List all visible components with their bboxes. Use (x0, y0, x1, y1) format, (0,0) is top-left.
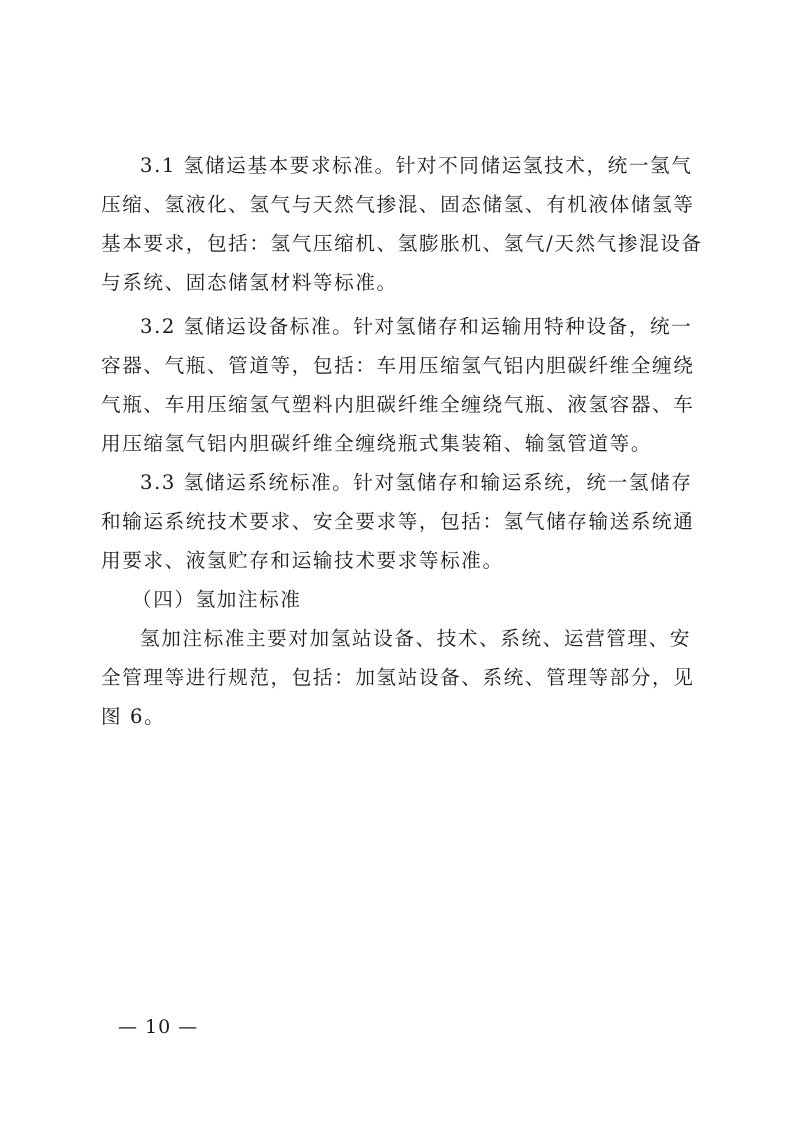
paragraph-3-3-line-3: 用要求、液氢贮存和运输技术要求等标准。 (101, 549, 504, 572)
paragraph-3-1-line-4: 与系统、固态储氢材料等标准。 (101, 271, 398, 294)
paragraph-3-2-line-4: 用压缩氢气铝内胆碳纤维全缠绕瓶式集装箱、输氢管道等。 (101, 432, 653, 455)
paragraph-3-1-line-2: 压缩、氢液化、氢气与天然气掺混、固态储氢、有机液体储氢等 (101, 193, 695, 216)
refueling-paragraph-line-1: 氢加注标准主要对加氢站设备、技术、系统、运营管理、安 (140, 627, 692, 650)
paragraph-3-2-line-2: 容器、气瓶、管道等，包括：车用压缩氢气铝内胆碳纤维全缠绕 (101, 354, 695, 377)
paragraph-3-2-line-3: 气瓶、车用压缩氢气塑料内胆碳纤维全缠绕气瓶、液氢容器、车 (101, 393, 695, 416)
paragraph-3-1-line-1: 3.1 氢储运基本要求标准。针对不同储运氢技术，统一氢气 (140, 154, 693, 177)
refueling-paragraph-line-3: 图 6。 (101, 705, 166, 728)
paragraph-3-1-line-3: 基本要求，包括：氢气压缩机、氢膨胀机、氢气/天然气掺混设备 (101, 232, 703, 255)
refueling-paragraph-line-2: 全管理等进行规范，包括：加氢站设备、系统、管理等部分，见 (101, 666, 695, 689)
paragraph-3-3-line-2: 和输运系统技术要求、安全要求等，包括：氢气储存输送系统通 (101, 510, 695, 533)
paragraph-3-3-line-1: 3.3 氢储运系统标准。针对氢储存和输运系统，统一氢储存 (140, 471, 693, 494)
page-number: — 10 — (118, 1016, 199, 1038)
paragraph-3-2-line-1: 3.2 氢储运设备标准。针对氢储存和运输用特种设备，统一 (140, 315, 693, 338)
section-heading: （四）氢加注标准 (132, 588, 302, 611)
